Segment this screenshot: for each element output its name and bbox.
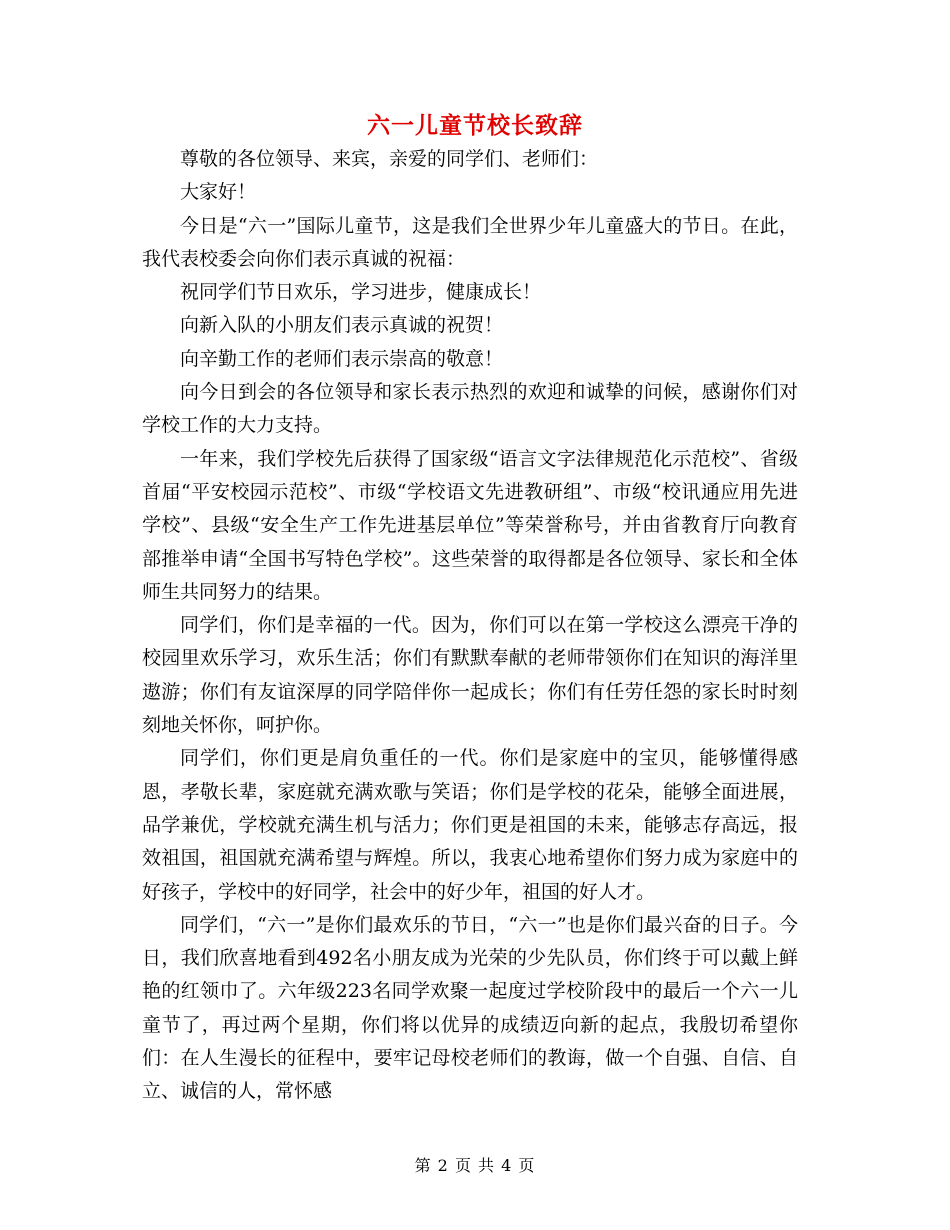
paragraph-happy-generation: 同学们，你们是幸福的一代。因为，你们可以在第一学校这么漂亮干净的校园里欢乐学习，欢乐生活；你们有默默奉献的老师带领你们在知识的海洋里遨游；你们有友谊深厚的同学陪伴你一起成长；你们有任劳任怨的家长时时刻刻地关怀你，呵护你。 [142, 614, 798, 737]
paragraph-wish-new-members: 向新入队的小朋友们表示真诚的祝贺！ [180, 314, 504, 337]
paragraph-wish-students: 祝同学们节日欢乐，学习进步，健康成长！ [180, 281, 542, 304]
page-number-footer: 第 2 页 共 4 页 [414, 1156, 536, 1175]
paragraph-greeting: 大家好！ [180, 181, 257, 204]
paragraph-salutation: 尊敬的各位领导、来宾，亲爱的同学们、老师们： [180, 148, 599, 170]
document-title: 六一儿童节校长致辞 [367, 112, 583, 139]
paragraph-festival: 同学们，“六一”是你们最欢乐的节日，“六一”也是你们最兴奋的日子。今日，我们欣喜地看到492名小朋友成为光荣的少先队员，你们终于可以戴上鲜艳的红领巾了。六年级223名同学欢聚一起度过学校阶段中的最后一个六一儿童节了，再过两个星期，你们将以优异的成绩迈向新的起点，我殷切希望你们：在人生漫长的征程中，要牢记母校老师们的教诲，做一个自强、自信、自立、诚信的人，常怀感 [142, 913, 798, 1103]
paragraph-responsible-generation: 同学们，你们更是肩负重任的一代。你们是家庭中的宝贝，能够懂得感恩，孝敬长辈，家庭就充满欢歌与笑语；你们是学校的花朵，能够全面进展，品学兼优，学校就充满生机与活力；你们更是祖国的未来，能够志存高远，报效祖国，祖国就充满希望与辉煌。所以，我衷心地希望你们努力成为家庭中的好孩子，学校中的好同学，社会中的好少年，祖国的好人才。 [142, 747, 798, 903]
document-body [142, 143, 798, 1109]
paragraph-honors: 一年来，我们学校先后获得了国家级“语言文字法律规范化示范校”、省级首届“平安校园示范校”、市级“学校语文先进教研组”、市级“校讯通应用先进学校”、县级“安全生产工作先进基层单位”等荣誉称号，并由省教育厅向教育部推举申请“全国书写特色学校”。这些荣誉的取得都是各位领导、家长和全体师生共同努力的结果。 [142, 447, 798, 603]
paragraph-wish-teachers: 向辛勤工作的老师们表示崇高的敬意！ [180, 347, 504, 370]
paragraph-welcome-guests: 向今日到会的各位领导和家长表示热烈的欢迎和诚挚的问候，感谢你们对学校工作的大力支持。 [142, 381, 798, 437]
paragraph-intro: 今日是“六一”国际儿童节，这是我们全世界少年儿童盛大的节日。在此，我代表校委会向你们表示真诚的祝福： [142, 214, 798, 270]
